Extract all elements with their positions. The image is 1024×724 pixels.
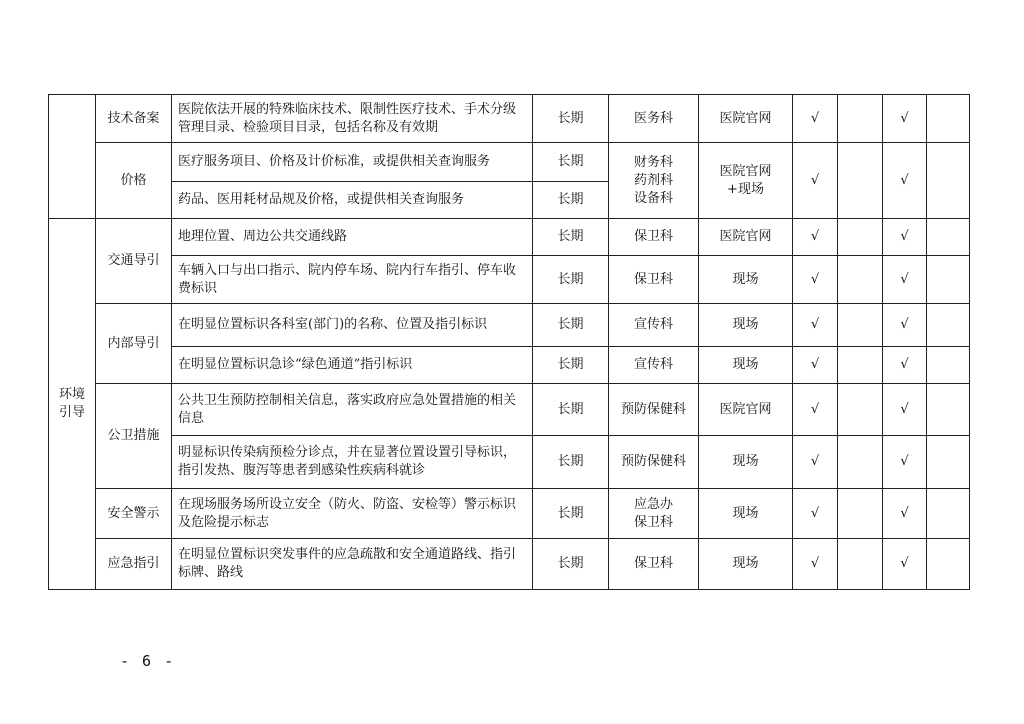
check-cell [838, 489, 883, 539]
check-cell: √ [793, 436, 838, 489]
channel-cell: 现场 [699, 347, 793, 384]
content-cell: 在明显位置标识急诊“绿色通道”指引标识 [172, 347, 533, 384]
check-cell [838, 347, 883, 384]
check-cell [838, 539, 883, 590]
check-cell: √ [793, 539, 838, 590]
channel-cell: 医院官网 [699, 219, 793, 256]
check-cell: √ [793, 143, 838, 219]
channel-cell: 现场 [699, 256, 793, 304]
check-cell [838, 304, 883, 347]
check-cell: √ [883, 489, 927, 539]
content-cell: 药品、医用耗材品规及价格，或提供相关查询服务 [172, 182, 533, 219]
subcategory-cell: 安全警示 [96, 489, 172, 539]
check-cell [838, 436, 883, 489]
check-cell [927, 304, 970, 347]
table-row [49, 489, 970, 539]
check-cell [927, 95, 970, 143]
check-cell: √ [883, 304, 927, 347]
check-cell: √ [793, 304, 838, 347]
check-cell: √ [883, 384, 927, 436]
table-row [49, 539, 970, 590]
content-cell: 在现场服务场所设立安全（防火、防盗、安检等）警示标识及危险提示标志 [172, 489, 533, 539]
channel-cell: 现场 [699, 489, 793, 539]
content-cell: 公共卫生预防控制相关信息，落实政府应急处置措施的相关信息 [172, 384, 533, 436]
channel-cell: 现场 [699, 539, 793, 590]
table-row [49, 304, 970, 347]
check-cell: √ [883, 256, 927, 304]
table-row [49, 384, 970, 436]
subcategory-cell: 交通导引 [96, 219, 172, 304]
category-cell [49, 95, 96, 219]
channel-cell: 现场 [699, 304, 793, 347]
department-cell: 预防保健科 [609, 384, 699, 436]
channel-cell: 医院官网 +现场 [699, 143, 793, 219]
channel-cell: 现场 [699, 436, 793, 489]
category-cell: 环境 引导 [49, 219, 96, 590]
check-cell [927, 384, 970, 436]
check-cell [838, 95, 883, 143]
term-cell: 长期 [533, 304, 609, 347]
term-cell: 长期 [533, 384, 609, 436]
content-cell: 医院依法开展的特殊临床技术、限制性医疗技术、手术分级管理目录、检验项目目录，包括名称及有效期 [172, 95, 533, 143]
table-row [49, 436, 970, 489]
check-cell [927, 436, 970, 489]
check-cell: √ [883, 436, 927, 489]
term-cell: 长期 [533, 436, 609, 489]
subcategory-cell: 公卫措施 [96, 384, 172, 489]
subcategory-cell: 技术备案 [96, 95, 172, 143]
check-cell [838, 219, 883, 256]
table-row [49, 219, 970, 256]
term-cell: 长期 [533, 143, 609, 182]
check-cell: √ [793, 347, 838, 384]
check-cell [838, 256, 883, 304]
content-cell: 车辆入口与出口指示、院内停车场、院内行车指引、停车收费标识 [172, 256, 533, 304]
check-cell: √ [883, 539, 927, 590]
department-cell: 保卫科 [609, 219, 699, 256]
content-cell: 医疗服务项目、价格及计价标准，或提供相关查询服务 [172, 143, 533, 182]
check-cell: √ [793, 95, 838, 143]
check-cell [927, 256, 970, 304]
check-cell [838, 143, 883, 219]
table-row [49, 143, 970, 182]
channel-cell: 医院官网 [699, 95, 793, 143]
check-cell [927, 489, 970, 539]
term-cell: 长期 [533, 489, 609, 539]
check-cell [927, 219, 970, 256]
term-cell: 长期 [533, 95, 609, 143]
check-cell [927, 539, 970, 590]
department-cell: 保卫科 [609, 256, 699, 304]
department-cell: 应急办 保卫科 [609, 489, 699, 539]
subcategory-cell: 内部导引 [96, 304, 172, 384]
department-cell: 宣传科 [609, 304, 699, 347]
department-cell: 保卫科 [609, 539, 699, 590]
table-row [49, 347, 970, 384]
check-cell: √ [793, 489, 838, 539]
table-row [49, 256, 970, 304]
content-cell: 地理位置、周边公共交通线路 [172, 219, 533, 256]
term-cell: 长期 [533, 256, 609, 304]
check-cell: √ [793, 384, 838, 436]
term-cell: 长期 [533, 539, 609, 590]
check-cell [927, 143, 970, 219]
disclosure-table [48, 94, 970, 590]
department-cell: 宣传科 [609, 347, 699, 384]
department-cell: 预防保健科 [609, 436, 699, 489]
term-cell: 长期 [533, 347, 609, 384]
department-cell: 医务科 [609, 95, 699, 143]
check-cell: √ [883, 219, 927, 256]
check-cell: √ [793, 219, 838, 256]
check-cell [927, 347, 970, 384]
channel-cell: 医院官网 [699, 384, 793, 436]
check-cell: √ [883, 95, 927, 143]
table-row [49, 95, 970, 143]
term-cell: 长期 [533, 219, 609, 256]
term-cell: 长期 [533, 182, 609, 219]
content-cell: 明显标识传染病预检分诊点，并在显著位置设置引导标识，指引发热、腹泻等患者到感染性疾病科就诊 [172, 436, 533, 489]
subcategory-cell: 价格 [96, 143, 172, 219]
check-cell: √ [883, 143, 927, 219]
check-cell: √ [793, 256, 838, 304]
check-cell [838, 384, 883, 436]
content-cell: 在明显位置标识各科室(部门)的名称、位置及指引标识 [172, 304, 533, 347]
subcategory-cell: 应急指引 [96, 539, 172, 590]
page-number: - 6 - [120, 652, 176, 670]
content-cell: 在明显位置标识突发事件的应急疏散和安全通道路线、指引标牌、路线 [172, 539, 533, 590]
check-cell: √ [883, 347, 927, 384]
department-cell: 财务科 药剂科 设备科 [609, 143, 699, 219]
